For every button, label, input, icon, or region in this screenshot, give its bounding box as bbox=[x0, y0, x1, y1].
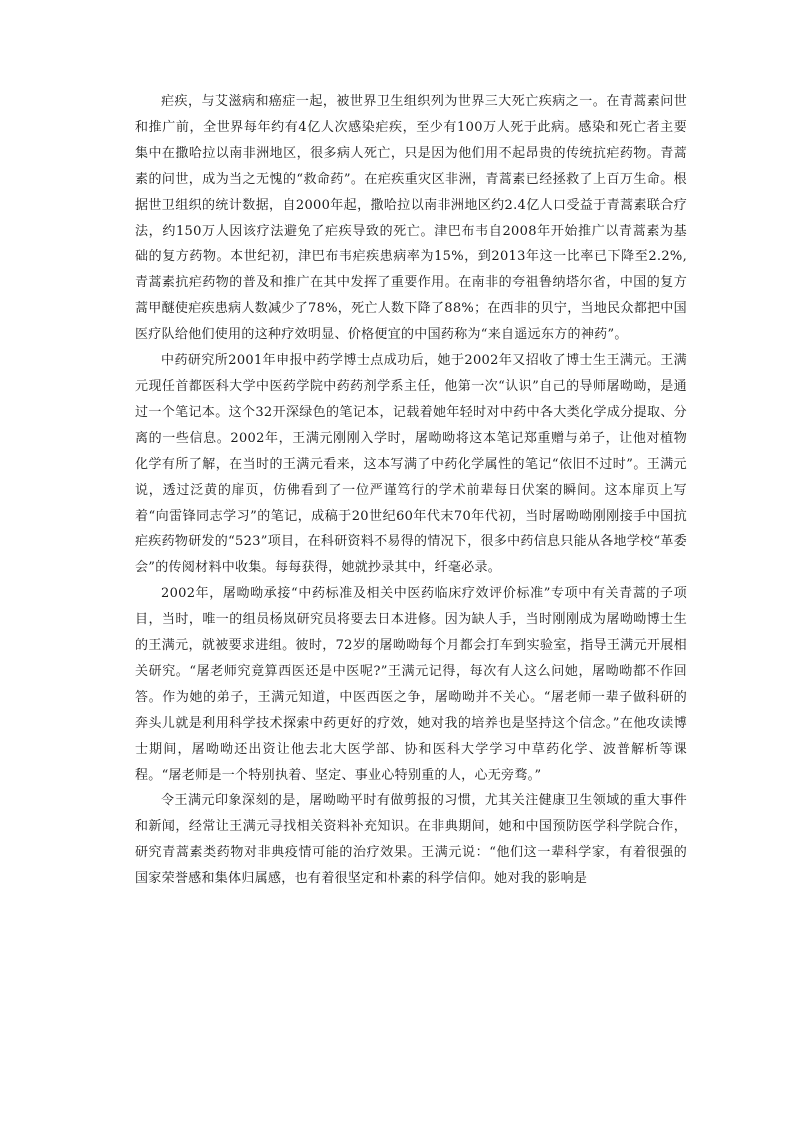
paragraph-clippings: 令王满元印象深刻的是，屠呦呦平时有做剪报的习惯，尤其关注健康卫生领域的重大事件和新闻，经常让王满元寻找相关资料补充知识。在非典期间，她和中国预防医学科学院合作，研究青蒿素类药物对非典疫情可能的治疗效果。王满元说：“他们这一辈科学家，有着很强的国家荣誉感和集体归属感，也有着很坚定和朴素的科学信仰。她对我的影响是 bbox=[135, 793, 687, 887]
article-body bbox=[135, 89, 687, 892]
paragraph-research-project: 2002年，屠呦呦承接“中药标准及相关中医药临床疗效评价标准”专项中有关青蒿的子项目，当时，唯一的组员杨岚研究员将要去日本进修。因为缺人手，当时刚刚成为屠呦呦博士生的王满元，就被要求进组。彼时，72岁的屠呦呦每个月都会打车到实验室，指导王满元开展相关研究。“屠老师究竟算西医还是中医呢?”王满元记得，每次有人这么问她，屠呦呦都不作回答。作为她的弟子，王满元知道，中医西医之争，屠呦呦并不关心。“屠老师一辈子做科研的奔头儿就是利用科学技术探索中药更好的疗效，她对我的培养也是坚持这个信念。”在他攻读博士期间，屠呦呦还出资让他去北大医学部、协和医科大学学习中草药化学、波普解析等课程。“屠老师是一个特别执着、坚定、事业心特别重的人，心无旁骛。” bbox=[135, 586, 687, 783]
paragraph-malaria-artemisinin: 疟疾，与艾滋病和癌症一起，被世界卫生组织列为世界三大死亡疾病之一。在青蒿素问世和推广前，全世界每年约有4亿人次感染疟疾，至少有100万人死于此病。感染和死亡者主要集中在撒哈拉以南非洲地区，很多病人死亡，只是因为他们用不起昂贵的传统抗疟药物。青蒿素的问世，成为当之无愧的“救命药”。在疟疾重灾区非洲，青蒿素已经拯救了上百万生命。根据世卫组织的统计数据，自2000年起，撒哈拉以南非洲地区约2.4亿人口受益于青蒿素联合疗法，约150万人因该疗法避免了疟疾导致的死亡。津巴布韦自2008年开始推广以青蒿素为基础的复方药物。本世纪初，津巴布韦疟疾患病率为15%，到2013年这一比率已下降至2.2%,青蒿素抗疟药物的普及和推广在其中发挥了重要作用。在南非的夸祖鲁纳塔尔省，中国的复方蒿甲醚使疟疾患病人数减少了78%，死亡人数下降了88%；在西非的贝宁，当地民众都把中国医疗队给他们使用的这种疗效明显、价格便宜的中国药称为“来自遥远东方的神药”。 bbox=[135, 94, 687, 343]
paragraph-notebook: 中药研究所2001年申报中药学博士点成功后，她于2002年又招收了博士生王满元。王满元现任首都医科大学中医药学院中药药剂学系主任，他第一次“认识”自己的导师屠呦呦，是通过一个笔记本。这个32开深绿色的笔记本，记载着她年轻时对中药中各大类化学成分提取、分离的一些信息。2002年，王满元刚刚入学时，屠呦呦将这本笔记郑重赠与弟子，让他对植物化学有所了解，在当时的王满元看来，这本写满了中药化学属性的笔记“依旧不过时”。王满元说，透过泛黄的扉页，仿佛看到了一位严谨笃行的学术前辈每日伏案的瞬间。这本扉页上写着“向雷锋同志学习”的笔记，成稿于20世纪60年代末70年代初，当时屠呦呦刚刚接手中国抗疟疾药物研发的“523”项目，在科研资料不易得的情况下，很多中药信息只能从各地学校“革委会”的传阅材料中收集。每每获得，她就抄录其中，纤毫必录。 bbox=[135, 353, 687, 576]
